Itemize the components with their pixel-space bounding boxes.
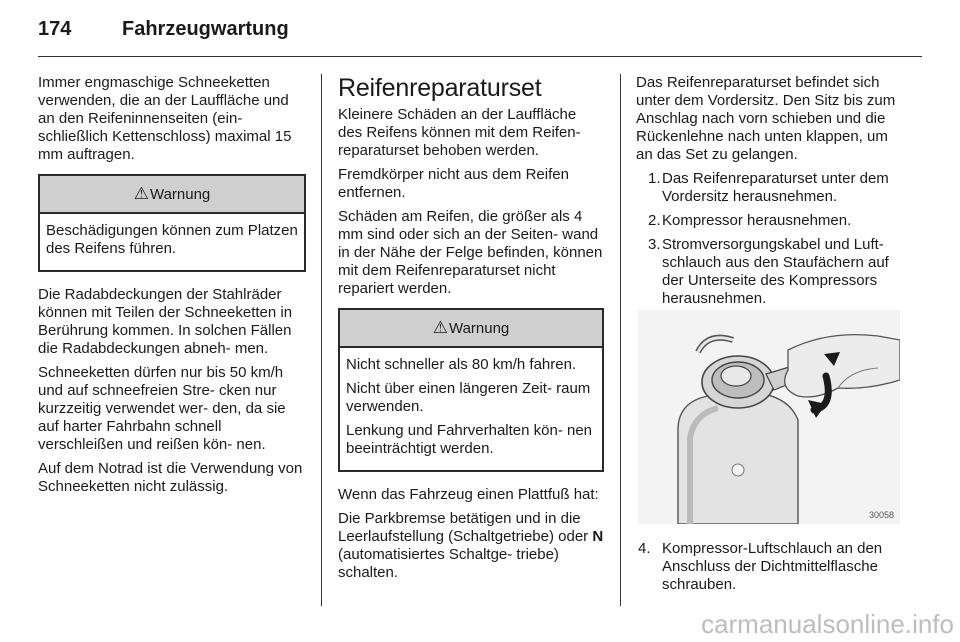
list-item bbox=[636, 540, 904, 594]
paragraph: Kleinere Schäden an der Lauffläche des Reifens können mit dem Reifen- reparaturset behoben werden. bbox=[338, 106, 581, 159]
step-number: 3. bbox=[648, 236, 661, 253]
column-3 bbox=[636, 74, 904, 314]
column-1 bbox=[38, 74, 306, 502]
step-text: Kompressor-Luftschlauch an den Anschluss der Dichtmittelflasche schrauben. bbox=[662, 540, 883, 593]
figure-code: 30058 bbox=[868, 510, 894, 520]
warning-body bbox=[40, 214, 304, 270]
watermark: carmanualsonline.info bbox=[701, 609, 954, 639]
warning-box bbox=[38, 174, 306, 272]
list-item bbox=[636, 236, 904, 308]
page-number: 174 bbox=[38, 18, 72, 40]
step-text: Kompressor herausnehmen. bbox=[662, 212, 852, 229]
warning-title: Warnung bbox=[448, 320, 510, 337]
column-2 bbox=[338, 74, 604, 588]
paragraph: Wenn das Fahrzeug einen Plattfuß hat: bbox=[338, 486, 599, 503]
list-item bbox=[636, 212, 904, 230]
paragraph: Das Reifenreparaturset befindet sich unter dem Vordersitz. Den Sitz bis zum Anschlag nach vorn schieben und die Rückenlehne nach unten klappen, um an das Set zu gelangen. bbox=[636, 74, 896, 163]
warning-body bbox=[340, 348, 602, 470]
step-text: Das Reifenreparaturset unter dem Vordersitz herausnehmen. bbox=[662, 170, 889, 205]
step-number: 2. bbox=[648, 212, 661, 229]
paragraph: Schneeketten dürfen nur bis 50 km/h und auf schneefreien Stre- cken nur kurzzeitig verwendet wer- den, da sie auf harter Fahrbahn schnell verschleißen und reißen kön- nen. bbox=[38, 364, 286, 453]
paragraph bbox=[338, 510, 604, 582]
paragraph: Die Radabdeckungen der Stahlräder können mit Teilen der Schneeketten in Berührung kommen. In solchen Fällen die Radabdeckungen abneh- men. bbox=[38, 286, 293, 357]
instruction-list bbox=[636, 170, 904, 308]
header-divider bbox=[38, 56, 922, 57]
paragraph: Immer engmaschige Schneeketten verwenden, die an der Lauffläche und an den Reifeninnenseiten (ein- schließlich Kettenschloss) maximal 15 mm auftragen. bbox=[38, 74, 292, 163]
warning-text: Nicht schneller als 80 km/h fahren. bbox=[346, 356, 577, 373]
warning-box bbox=[338, 308, 604, 472]
paragraph-text: Die Parkbremse betätigen und in die Leerlaufstellung (Schaltgetriebe) oder bbox=[338, 510, 593, 545]
column-divider-1 bbox=[321, 74, 322, 606]
gear-position-n: N bbox=[592, 528, 604, 545]
page-header bbox=[38, 14, 922, 50]
warning-title: Warnung bbox=[149, 186, 211, 203]
paragraph: Auf dem Notrad ist die Verwendung von Schneeketten nicht zulässig. bbox=[38, 460, 303, 495]
page-title: Fahrzeugwartung bbox=[122, 18, 289, 40]
step-text: Stromversorgungskabel und Luft- schlauch aus den Staufächern auf der Unterseite des Kompressors herausnehmen. bbox=[662, 236, 889, 307]
warning-triangle-icon: ⚠ bbox=[432, 318, 448, 337]
step-number: 4. bbox=[638, 540, 651, 557]
warning-text: Beschädigungen können zum Platzen des Reifens führen. bbox=[46, 222, 298, 257]
warning-triangle-icon: ⚠ bbox=[133, 184, 149, 203]
step-number: 1. bbox=[648, 170, 661, 187]
compressor-drawing bbox=[638, 310, 900, 524]
warning-text: Lenkung und Fahrverhalten kön- nen beeinträchtigt werden. bbox=[346, 422, 593, 457]
warning-header bbox=[340, 310, 602, 348]
section-heading: Reifenreparaturset bbox=[338, 74, 542, 102]
compressor-illustration bbox=[638, 310, 900, 524]
warning-header bbox=[40, 176, 304, 214]
list-item bbox=[636, 170, 904, 206]
warning-text: Nicht über einen längeren Zeit- raum verwenden. bbox=[346, 380, 591, 415]
paragraph: Fremdkörper nicht aus dem Reifen entfernen. bbox=[338, 166, 569, 201]
paragraph: Schäden am Reifen, die größer als 4 mm sind oder sich an der Seiten- wand in der Nähe der Felge befinden, können mit dem Reifenreparaturset nicht repariert werden. bbox=[338, 208, 603, 297]
column-divider-2 bbox=[620, 74, 621, 606]
paragraph-text: (automatisiertes Schaltge- triebe) schalten. bbox=[338, 546, 559, 581]
